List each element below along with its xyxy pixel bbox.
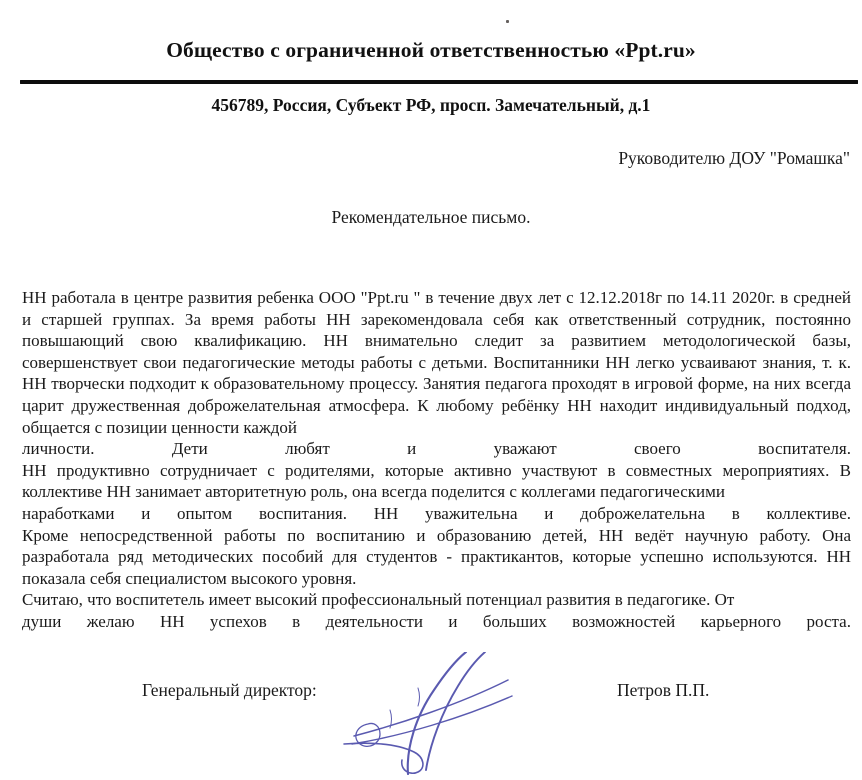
justified-word: уважают [493,439,557,459]
letter-subject: Рекомендательное письмо. [331,207,531,227]
justified-word: доброжелательна [580,503,706,523]
justified-word: возможностей [572,611,676,631]
body-paragraph-1c: Кроме непосредственной работы по воспитанию и образованию детей, НН ведёт научную работу. Она разработала ряд методических пособий для студентов - практикантов, которые успешно используются. НН показала себя специалистом высокого уровня. [22,525,851,588]
justified-word: наработками [22,503,115,523]
justified-word: личности. [22,439,95,459]
justified-word: своего [634,439,681,459]
justified-word: любят [285,439,330,459]
justified-word: и [448,611,458,631]
body-paragraph-1a: НН работала в центре развития ребенка ООО "Ppt.ru " в течение двух лет с 12.12.2018г по 14.11 2020г. в средней и старшей группах. За время работы НН зарекомендовала себя как ответственный сотрудник, постоянно повышающий свою квалификацию. НН внимательно следит за развитием методологической базы, совершенствует свои педагогические методы работы с детьми. Воспитанники НН легко усваивают знания, т. к. НН творчески подходит к образовательному процессу. Занятия педагога проходят в игровой форме, на них всегда царит дружественная доброжелательная атмосфера. К любому ребёнку НН находит индивидуальный подход, общается с позиции ценности каждой [22,288,851,437]
signature-block [0,664,862,780]
letter-body [22,287,851,633]
scan-speck-artifact [506,20,509,23]
justified-word: уважительна [425,503,518,523]
signatory-name: Петров П.П. [617,680,710,700]
company-title: Общество с ограниченной ответственностью «Ppt.ru» [166,38,696,62]
justified-word: и [407,439,417,459]
justified-word: и [141,503,151,523]
letterhead-divider-rule [20,80,858,84]
justified-word: воспитателя. [758,439,851,459]
signatory-title: Генеральный директор: [142,680,317,700]
body-paragraph-2a: Считаю, что воспитетель имеет высокий профессиональный потенциал развития в педагогике. От [22,590,735,610]
justified-word: Дети [171,439,208,459]
justified-word: желаю [86,611,135,631]
justified-word: НН [159,611,185,631]
justified-word: опытом [177,503,233,523]
justified-word: успехов [209,611,267,631]
justified-word: деятельности [325,611,423,631]
justified-word: воспитания. [258,503,347,523]
justified-word: роста. [806,611,851,631]
justified-word: коллективе. [766,503,851,523]
body-justified-line-2 [22,503,851,525]
justified-word: в [731,503,740,523]
justified-word: в [292,611,301,631]
justified-word: карьерного [700,611,782,631]
justified-word: и [544,503,554,523]
justified-word: НН [373,503,399,523]
justified-word: больших [482,611,547,631]
body-justified-line-1 [22,438,851,460]
letterhead [0,38,862,116]
justified-word: души [22,611,62,631]
body-paragraph-1b: НН продуктивно сотрудничает с родителями, которые активно участвуют в совместных мероприятиях. В коллективе НН занимает авторитетную роль, она всегда поделится с коллегами педагогическими [22,460,851,502]
addressee-line: Руководителю ДОУ "Ромашка" [618,148,850,168]
handwritten-signature-icon [330,652,550,777]
company-address: 456789, Россия, Субъект РФ, просп. Замечательный, д.1 [211,95,651,115]
body-justified-line-3 [22,611,851,633]
